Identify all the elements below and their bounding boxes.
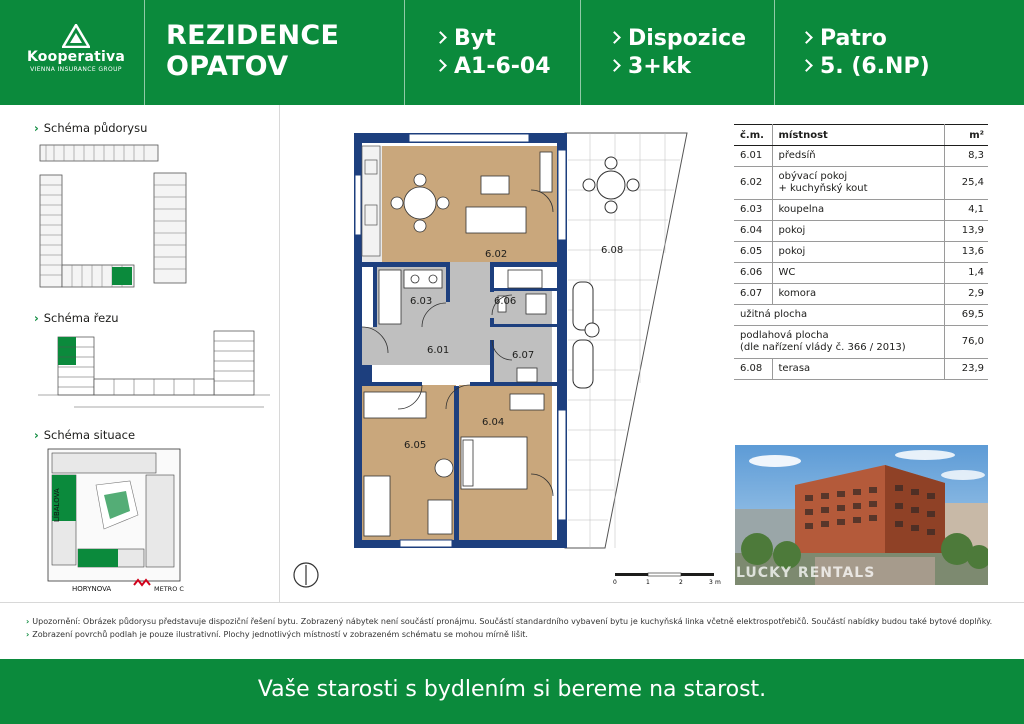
header [0,0,1024,105]
table-row [734,263,988,284]
room-label-6-05: 6.05 [404,440,427,451]
kitchen-unit [362,146,380,256]
table-row [734,200,988,221]
apartment-value: A1-6-04 [454,54,551,79]
usable-area-value: 69,5 [944,305,988,326]
floor-area-label-line-1: podlahová plocha [740,330,829,341]
project-line-1: REZIDENCE [166,20,340,51]
table-row [734,167,988,200]
brand-logo [26,24,126,73]
project-title [166,20,339,82]
north-arrow-icon [294,563,318,587]
room-number: 6.02 [734,167,772,200]
header-divider [404,0,405,105]
scale-bar [613,573,721,586]
floor-label: Patro [820,26,887,51]
room-area: 1,4 [944,263,988,284]
site-schema [34,445,184,597]
site-schema-title: › Schéma situace [34,428,136,442]
scale-tick-2: 2 [679,579,683,586]
chevron-right-icon [434,59,447,72]
header-divider [774,0,775,105]
apartment-floor-plan [290,120,730,590]
scale-tick-1: 1 [646,579,650,586]
room-name: pokoj [772,221,944,242]
room-number: 6.04 [734,221,772,242]
notes-divider [0,602,1024,603]
usable-area-label: užitná plocha [734,305,944,326]
column-header-area: m² [944,125,988,146]
room-number: 6.01 [734,146,772,167]
layout-field [610,25,746,81]
room-name [772,167,944,200]
floor-plan-schema-title: › Schéma půdorysu [34,121,148,135]
room-number: 6.05 [734,242,772,263]
table-row [734,242,988,263]
apartment-label: Byt [454,26,496,51]
room-label-6-02: 6.02 [485,249,508,260]
chevron-right-icon [434,31,447,44]
room-label-6-03: 6.03 [410,296,433,307]
room-name-line-1: obývací pokoj [778,171,848,182]
floor-value: 5. (6.NP) [820,54,930,79]
scale-tick-0: 0 [613,579,617,586]
floor-area-label [734,326,944,359]
street-west-label: LÍBALOVA [53,488,61,522]
column-header-number: č.m. [734,125,772,146]
room-label-6-07: 6.07 [512,350,535,361]
floor-plan-schema [38,143,188,295]
room-area: 23,9 [944,359,988,380]
room-name: pokoj [772,242,944,263]
layout-label: Dispozice [628,26,747,51]
chevron-right-icon [800,31,813,44]
floor-field [802,25,930,81]
street-south-label: HORYNOVA [72,585,112,593]
storage-fixtures [517,368,537,382]
scale-tick-3: 3 [709,579,713,586]
room-label-6-01: 6.01 [427,345,450,356]
floor-area-value: 76,0 [944,326,988,359]
room-number: 6.08 [734,359,772,380]
table-row [734,146,988,167]
column-header-room: místnost [772,125,944,146]
watermark: LUCKY RENTALS [736,565,876,581]
room-name: terasa [772,359,944,380]
apartment-field [436,25,551,81]
chevron-right-icon [608,59,621,72]
chevron-right-icon [608,31,621,44]
table-header-row [734,125,988,146]
room-number: 6.03 [734,200,772,221]
slogan: Vaše starosti s bydlením si bereme na starost. [257,677,767,702]
room-area: 13,9 [944,221,988,242]
header-divider [144,0,145,105]
header-divider [580,0,581,105]
brand-tagline: VIENNA INSURANCE GROUP [30,66,122,73]
room-number: 6.07 [734,284,772,305]
room-name: WC [772,263,944,284]
room-name: předsíň [772,146,944,167]
floor-area-label-line-2: (dle nařízení vlády č. 366 / 2013) [740,342,906,353]
room-area: 4,1 [944,200,988,221]
building-visualization-image [735,445,988,585]
table-row [734,284,988,305]
table-row-floor-area [734,326,988,359]
room-area: 8,3 [944,146,988,167]
schema-panel [0,105,280,602]
room-name-line-2: + kuchyňský kout [778,183,868,194]
room-area: 2,9 [944,284,988,305]
room-name: koupelna [772,200,944,221]
footer-slogan-bar [0,659,1024,724]
layout-value: 3+kk [628,54,692,79]
section-schema [38,327,270,413]
table-row-usable-area [734,305,988,326]
table-row [734,359,988,380]
disclaimer-line-1: › Upozornění: Obrázek půdorysu představuje dispoziční řešení bytu. Zobrazený nábytek není součástí pronájmu. Součástí standardního vybavení bytu je kuchyňská linka včetně elektrospotřebičů. Součástí nabídky budou také bytové doplňky. [26,617,993,626]
scale-unit: m [715,579,721,586]
room-number: 6.06 [734,263,772,284]
room-label-6-06: 6.06 [494,296,517,307]
disclaimer-line-2: › Zobrazení povrchů podlah je pouze ilustrativní. Plochy jednotlivých místností v zobrazeném schématu se mohou mírně lišit. [26,630,528,639]
project-line-2: OPATOV [166,51,289,82]
kooperativa-logo-icon [62,24,90,48]
room-area: 13,6 [944,242,988,263]
section-schema-title: › Schéma řezu [34,311,119,325]
room-label-6-08: 6.08 [601,245,624,256]
table-row [734,221,988,242]
brand-name: Kooperativa [27,49,125,65]
metro-label: METRO C [154,585,184,593]
chevron-right-icon [800,59,813,72]
room-area: 25,4 [944,167,988,200]
room-name: komora [772,284,944,305]
room-area-table [734,124,988,380]
room-label-6-04: 6.04 [482,417,505,428]
